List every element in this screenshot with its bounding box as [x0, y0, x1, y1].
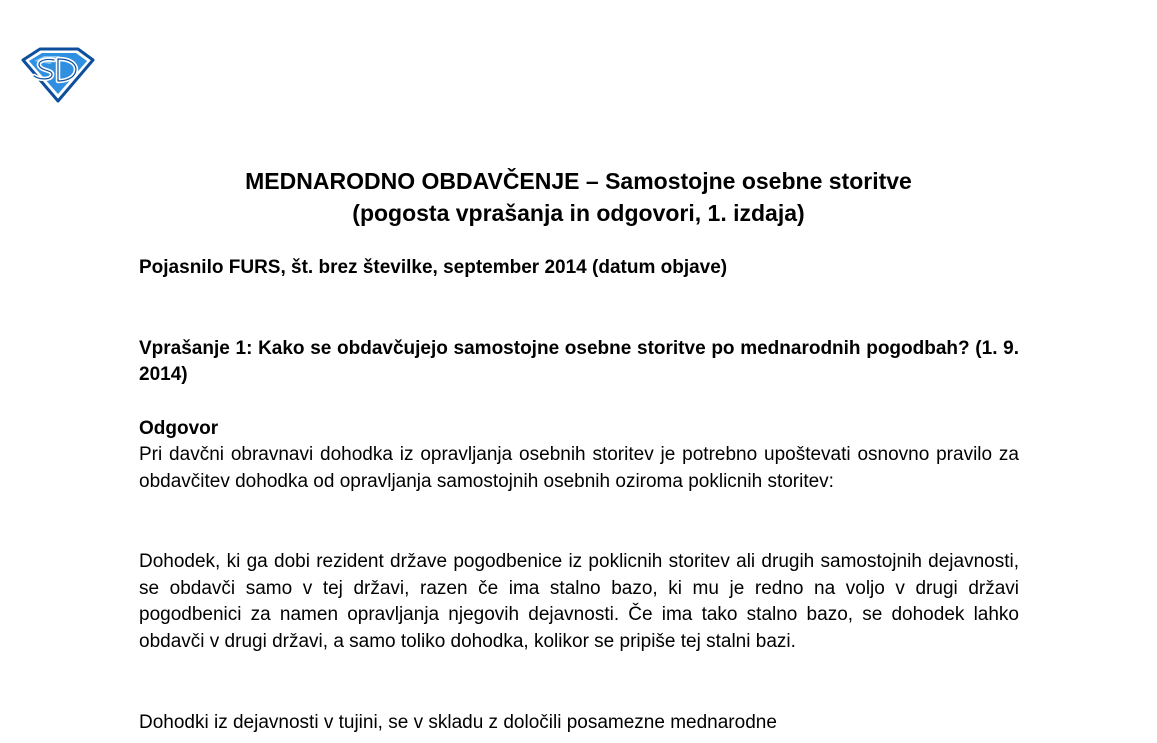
document-subtitle: Pojasnilo FURS, št. brez številke, september 2014 (datum objave) — [139, 257, 728, 278]
answer-heading: Odgovor — [139, 418, 219, 439]
shield-logo-icon — [20, 46, 96, 104]
answer-paragraph-3: Dohodki iz dejavnosti v tujini, se v skladu z določili posamezne mednarodne — [139, 712, 777, 733]
answer-paragraph-2: Dohodek, ki ga dobi rezident države pogodbenice iz poklicnih storitev ali drugih samostojnih dejavnosti, se obdavči samo v tej državi, razen če ima stalno bazo, ki mu je redno na voljo v drugi državi pogodbenici za namen opravljanja njegovih dejavnosti. Če ima tako stalno bazo, se dohodek lahko obdavči v drugi državi, a samo toliko dohodka, kolikor se pripiše tej stalni bazi. — [139, 551, 1019, 652]
document-title-line-2: (pogosta vprašanja in odgovori, 1. izdaja) — [352, 200, 805, 226]
document-title-line-1: MEDNARODNO OBDAVČENJE – Samostojne osebne storitve — [245, 168, 912, 194]
question-heading: Vprašanje 1: Kako se obdavčujejo samostojne osebne storitve po mednarodnih pogodbah? (1. 9. 2014) — [139, 338, 1019, 385]
answer-paragraph-1: Pri davčni obravnavi dohodka iz opravljanja osebnih storitev je potrebno upoštevati osnovno pravilo za obdavčitev dohodka od opravljanja samostojnih osebnih oziroma poklicnih storitev: — [139, 444, 1019, 492]
